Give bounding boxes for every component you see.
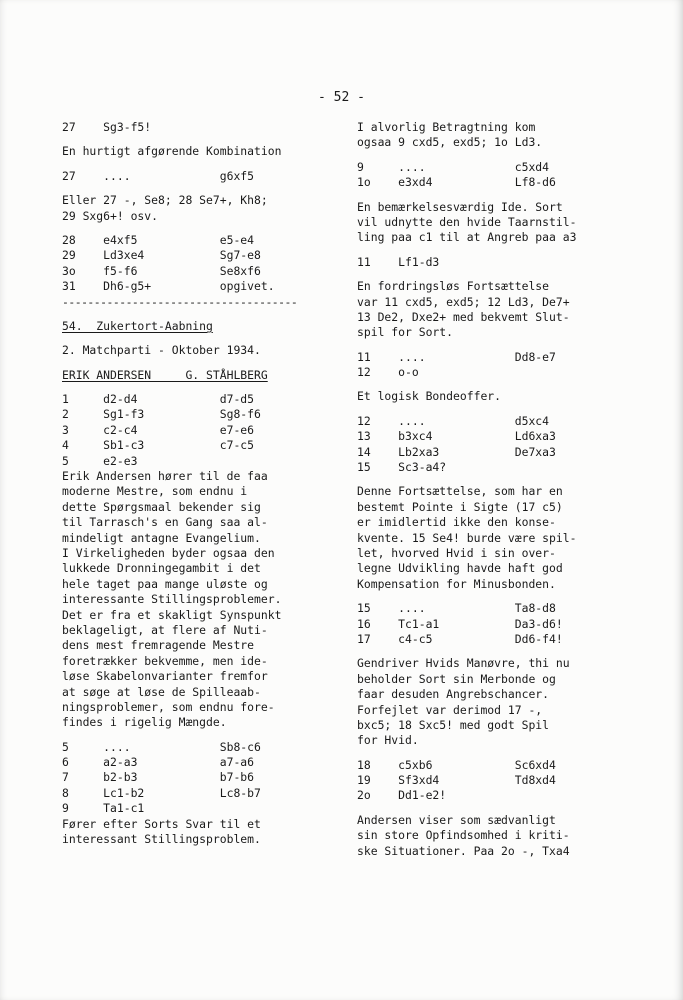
blank-gap: [62, 383, 352, 392]
text-line: at søge at løse de Spilleaab-: [62, 684, 261, 699]
text-line: 12 o-o: [357, 365, 419, 380]
text-line: Et logisk Bondeoffer.: [357, 389, 502, 404]
text-line: lukkede Dronningegambit i det: [62, 561, 261, 576]
text-line: 15 .... Ta8-d8: [357, 601, 556, 616]
right-column: [357, 120, 672, 859]
blank-gap: [62, 135, 352, 144]
text-line: bxc5; 18 Sxc5! med godt Spil: [357, 717, 550, 732]
text-line: kvente. 15 Se4! burde være spil-: [357, 530, 577, 545]
text-line: 2 Sg1-f3 Sg8-f6: [62, 407, 261, 422]
text-line: 28 e4xf5 e5-e4: [62, 232, 255, 247]
text-line: vil udnytte den hvide Taarnstil-: [357, 214, 577, 229]
text-line: 31 Dh6-g5+ opgivet.: [62, 279, 275, 294]
text-line: 11 Lf1-d3: [357, 254, 440, 269]
blank-gap: [357, 475, 672, 484]
text-line: 19 Sf3xd4 Td8xd4: [357, 773, 556, 788]
text-line: ling paa c1 til at Angreb paa a3: [357, 230, 577, 245]
text-line: findes i rigelig Mængde.: [62, 715, 227, 730]
text-line: 16 Tc1-a1 Da3-d6!: [357, 616, 563, 631]
text-line: dette Spørgsmaal bekender sig: [62, 499, 261, 514]
text-line: let, hvorved Hvid i sin over-: [357, 545, 556, 560]
text-line: Forfejlet var derimod 17 -,: [357, 702, 543, 717]
text-line: 9 Ta1-c1: [62, 801, 145, 816]
text-line: 6 a2-a3 a7-a6: [62, 755, 255, 770]
text-line: En fordringsløs Fortsættelse: [357, 279, 550, 294]
text-line: beklageligt, at flere af Nuti-: [62, 622, 268, 637]
text-line: Det er fra et skakligt Synspunkt: [62, 607, 282, 622]
text-line: Fører efter Sorts Svar til et: [62, 816, 261, 831]
blank-gap: [357, 804, 672, 813]
text-line: ERIK ANDERSEN G. STÅHLBERG: [62, 367, 268, 382]
text-line: interessant Stillingsproblem.: [62, 832, 261, 847]
text-line: 18 c5xb6 Sc6xd4: [357, 757, 556, 772]
text-line: 2o Dd1-e2!: [357, 788, 447, 803]
blank-gap: [357, 647, 672, 656]
blank-gap: [62, 334, 352, 343]
text-line: sin store Opfindsomhed i kriti-: [357, 828, 570, 843]
text-line: I Virkeligheden byder ogsaa den: [62, 545, 275, 560]
text-line: Eller 27 -, Se8; 28 Se7+, Kh8;: [62, 193, 268, 208]
text-line: bestemt Pointe i Sigte (17 c5): [357, 499, 563, 514]
text-line: ske Situationer. Paa 2o -, Txa4: [357, 843, 570, 858]
text-line: er imidlertid ikke den konse-: [357, 515, 556, 530]
text-line: 13 De2, Dxe2+ med bekvemt Slut-: [357, 309, 570, 324]
text-line: interessante Stillingsproblemer.: [62, 592, 282, 607]
blank-gap: [357, 151, 672, 160]
blank-gap: [357, 749, 672, 758]
text-line: faar desuden Angrebschancer.: [357, 687, 550, 702]
text-line: 54. Zukertort-Aabning: [62, 318, 213, 333]
blank-gap: [357, 592, 672, 601]
text-line: 7 b2-b3 b7-b6: [62, 770, 255, 785]
text-line: 1o e3xd4 Lf8-d6: [357, 175, 556, 190]
text-line: 3o f5-f6 Se8xf6: [62, 263, 261, 278]
blank-gap: [357, 405, 672, 414]
blank-gap: [62, 359, 352, 368]
text-line: 27 .... g6xf5: [62, 168, 255, 183]
text-line: 11 .... Dd8-e7: [357, 349, 556, 364]
blank-gap: [62, 310, 352, 319]
text-line: 3 c2-c4 e7-e6: [62, 422, 255, 437]
text-line: moderne Mestre, som endnu i: [62, 484, 248, 499]
blank-gap: [357, 191, 672, 200]
text-line: 5 .... Sb8-c6: [62, 739, 261, 754]
blank-gap: [357, 246, 672, 255]
text-line: I alvorlig Betragtning kom: [357, 120, 536, 134]
text-line: legne Udvikling havde haft god: [357, 561, 563, 576]
blank-gap: [357, 380, 672, 389]
text-line: 27 Sg3-f5!: [62, 120, 152, 134]
text-line: løse Skabelonvarianter fremfor: [62, 669, 268, 684]
text-line: Denne Fortsættelse, som har en: [357, 484, 563, 499]
text-line: til Tarrasch's en Gang saa al-: [62, 515, 268, 530]
text-line: spil for Sort.: [357, 325, 454, 340]
text-line: var 11 cxd5, exd5; 12 Ld3, De7+: [357, 294, 570, 309]
blank-gap: [62, 731, 352, 740]
text-line: 8 Lc1-b2 Lc8-b7: [62, 785, 261, 800]
blank-gap: [62, 184, 352, 193]
text-line: 17 c4-c5 Dd6-f4!: [357, 631, 563, 646]
text-line: 9 .... c5xd4: [357, 159, 550, 174]
text-line: Andersen viser som sædvanligt: [357, 812, 556, 827]
blank-gap: [357, 270, 672, 279]
text-line: 15 Sc3-a4?: [357, 460, 447, 475]
text-line: 4 Sb1-c3 c7-c5: [62, 438, 255, 453]
text-line: for Hvid.: [357, 733, 419, 748]
text-line: Erik Andersen hører til de faa: [62, 469, 268, 484]
blank-gap: [62, 160, 352, 169]
page-number: - 52 -: [318, 90, 365, 105]
text-line: foretrækker bekvemme, men ide-: [62, 653, 268, 668]
text-line: -------------------------------------: [62, 294, 298, 309]
text-line: Kompensation for Minusbonden.: [357, 576, 556, 591]
text-line: Gendriver Hvids Manøvre, thi nu: [357, 656, 570, 671]
text-line: 14 Lb2xa3 De7xa3: [357, 444, 556, 459]
text-line: dens mest fremragende Mestre: [62, 638, 255, 653]
text-line: 13 b3xc4 Ld6xa3: [357, 429, 556, 444]
left-column: [62, 120, 352, 847]
text-line: ogsaa 9 cxd5, exd5; 1o Ld3.: [357, 135, 543, 150]
text-line: 1 d2-d4 d7-d5: [62, 392, 255, 407]
text-line: ningsproblemer, som endnu fore-: [62, 699, 275, 714]
text-line: 29 Ld3xe4 Sg7-e8: [62, 248, 261, 263]
text-line: En bemærkelsesværdig Ide. Sort: [357, 199, 563, 214]
text-line: beholder Sort sin Merbonde og: [357, 671, 556, 686]
text-line: 29 Sxg6+! osv.: [62, 208, 159, 223]
text-line: En hurtigt afgørende Kombination: [62, 144, 282, 159]
text-line: 12 .... d5xc4: [357, 413, 550, 428]
blank-gap: [357, 341, 672, 350]
text-line: 2. Matchparti - Oktober 1934.: [62, 343, 261, 358]
text-line: mindeligt antagne Evangelium.: [62, 530, 261, 545]
text-line: 5 e2-e3: [62, 453, 138, 468]
text-line: hele taget paa mange uløste og: [62, 576, 268, 591]
blank-gap: [62, 224, 352, 233]
